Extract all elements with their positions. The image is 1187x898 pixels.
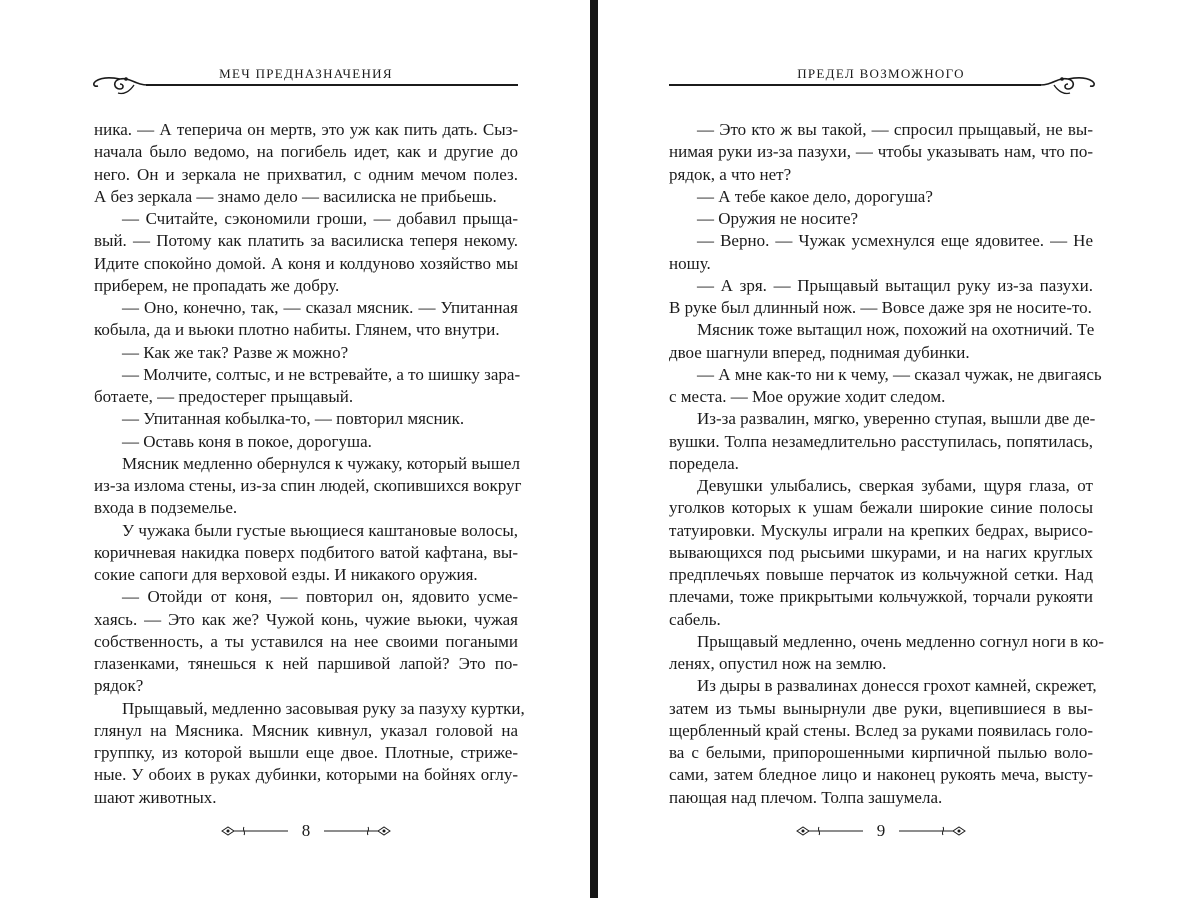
- text-line: — Считайте, сэкономили гроши, — добавил прыща-: [122, 209, 518, 228]
- running-head: ПРЕДЕЛ ВОЗМОЖНОГО: [797, 66, 965, 81]
- text-line: — Как же так? Разве ж можно?: [122, 342, 349, 362]
- text-line: группку, из которой вышли еще двое. Плотные, стриже-: [94, 743, 518, 762]
- text-line: плечами, тоже прикрытыми кольчужкой, торчали рукояти: [669, 587, 1093, 607]
- text-line: — Оно, конечно, так, — сказал мясник. — Упитанная: [122, 298, 518, 317]
- text-line: поредела.: [669, 453, 739, 473]
- text-line: Девушки улыбались, сверкая зубами, щуря глаза, от: [697, 476, 1093, 495]
- text-line: — А тебе какое дело, дорогуша?: [697, 186, 933, 206]
- text-line: собственность, а ты уставился на нее своими погаными: [94, 631, 518, 651]
- text-line: хаясь. — Это как же? Чужой конь, чужие вьюки, чужая: [94, 609, 518, 629]
- text-line: — Это кто ж вы такой, — спросил прыщавый, не вы-: [697, 120, 1093, 139]
- text-line: ва с белыми, припорошенными кирпичной пылью воло-: [669, 743, 1093, 762]
- text-line: У чужака были густые вьющиеся каштановые волосы,: [122, 520, 518, 540]
- text-line: — А зря. — Прыщавый вытащил руку из-за пазухи.: [697, 275, 1093, 295]
- text-line: — Отойди от коня, — повторил он, ядовито усме-: [122, 587, 518, 607]
- footer-ornament-icon: [897, 824, 967, 838]
- right-page: [598, 0, 1187, 898]
- page-footer: [669, 821, 1093, 841]
- text-line: кобыла, да и вьюки плотно набиты. Глянем, что внутри.: [94, 320, 500, 340]
- header-flourish-icon: [90, 73, 150, 99]
- footer-ornament-icon: [795, 824, 865, 838]
- text-line: из-за излома стены, из-за спин людей, скопившихся вокруг: [94, 476, 522, 495]
- text-line: ленях, опустил нож на землю.: [669, 654, 887, 673]
- text-line: — Оружия не носите?: [697, 209, 859, 228]
- text-line: щербленный край стены. Вслед за руками появилась голо-: [669, 720, 1093, 740]
- text-line: ботаете, — предостерег прыщавый.: [94, 387, 354, 406]
- text-line: пающая над плечом. Толпа зашумела.: [669, 787, 943, 807]
- text-line: входа в подземелье.: [94, 498, 238, 518]
- text-line: сокие сапоги для верховой езды. И никакого оружия.: [94, 565, 478, 584]
- text-line: нимая руки из-за пазухи, — чтобы указывать нам, что по-: [669, 142, 1093, 162]
- running-head: МЕЧ ПРЕДНАЗНАЧЕНИЯ: [219, 66, 393, 81]
- text-line: Мясник медленно обернулся к чужаку, который вышел: [122, 453, 520, 473]
- text-line: Мясник тоже вытащил нож, похожий на охотничий. Те: [697, 320, 1095, 340]
- footer-ornament-icon: [220, 824, 290, 838]
- header-rule: [669, 84, 1041, 86]
- text-line: — Молчите, солтыс, и не встревайте, а то шишку зара-: [122, 364, 521, 384]
- text-line: начала было ведомо, на погибель идет, как и другие до: [94, 142, 518, 162]
- text-line: уголков которых к ушам бежали широкие синие полосы: [669, 498, 1093, 518]
- text-line: Прыщавый, медленно засовывая руку за пазуху куртки,: [122, 698, 525, 718]
- book-spine: [590, 0, 598, 898]
- text-line: вывающихся под рысьими шкурами, и на нагих круглых: [669, 542, 1093, 562]
- body-text: [94, 119, 525, 809]
- text-line: ные. У обоих в руках дубинки, которыми на бойнях оглу-: [94, 765, 518, 785]
- text-line: затем из тьмы вынырнули две руки, вцепившиеся в вы-: [669, 698, 1093, 718]
- text-line: Из-за развалин, мягко, уверенно ступая, вышли две де-: [697, 409, 1096, 429]
- text-line: вушки. Толпа незамедлительно расступилась, попятилась,: [669, 431, 1093, 451]
- text-line: сами, затем бледное лицо и наконец рукоять меча, высту-: [669, 765, 1093, 785]
- text-line: ника. — А теперича он мертв, это уж как пить дать. Сыз-: [94, 120, 518, 139]
- text-line: глянул на Мясника. Мясник кивнул, указал головой на: [94, 720, 518, 740]
- page-number: 9: [876, 821, 886, 840]
- text-line: — Оставь коня в покое, дорогуша.: [122, 431, 372, 451]
- text-line: вый. — Потому как платить за василиска теперя некому.: [94, 231, 518, 251]
- text-line: него. Он и зеркала не прихватил, с одним мечом полез.: [94, 164, 518, 184]
- page-number: 8: [301, 821, 311, 840]
- text-line: — Упитанная кобылка-то, — повторил мясник.: [122, 409, 465, 429]
- text-line: А без зеркала — знамо дело — василиска не прибьешь.: [94, 186, 497, 206]
- text-line: — Верно. — Чужак усмехнулся еще ядовитее. — Не: [697, 231, 1093, 251]
- text-line: В руке был длинный нож. — Вовсе даже зря не носите-то.: [669, 298, 1092, 317]
- text-line: Прыщавый медленно, очень медленно согнул ноги в ко-: [697, 631, 1104, 651]
- header-flourish-icon: [1038, 73, 1098, 99]
- text-line: рядок?: [94, 676, 144, 696]
- text-line: двое шагнули вперед, поднимая дубинки.: [669, 342, 970, 362]
- text-line: ношу.: [669, 253, 711, 273]
- text-line: шают животных.: [94, 787, 217, 807]
- text-line: Из дыры в развалинах донесся грохот камней, скрежет,: [697, 676, 1097, 696]
- text-line: рядок, а что нет?: [669, 164, 792, 184]
- footer-ornament-icon: [322, 824, 392, 838]
- text-line: глазенками, тянешься к ней паршивой лапой? Это по-: [94, 654, 518, 673]
- page-footer: [94, 821, 518, 841]
- text-line: Идите спокойно домой. А коня и колдуново хозяйство мы: [94, 253, 518, 273]
- text-line: — А мне как-то ни к чему, — сказал чужак, не двигаясь: [697, 364, 1102, 384]
- header-rule: [146, 84, 518, 86]
- body-text: [669, 119, 1104, 809]
- text-line: коричневая накидка поверх подбитого ватой кафтана, вы-: [94, 542, 518, 562]
- text-line: сабель.: [669, 609, 721, 629]
- text-line: татуировки. Мускулы играли на крепких бедрах, вырисо-: [669, 520, 1093, 540]
- text-line: приберем, не пропадать же добру.: [94, 275, 340, 295]
- text-line: с места. — Мое оружие ходит следом.: [669, 387, 946, 406]
- left-page: [0, 0, 590, 898]
- text-line: предплечьях повыше перчаток из кольчужной сетки. Над: [669, 565, 1093, 584]
